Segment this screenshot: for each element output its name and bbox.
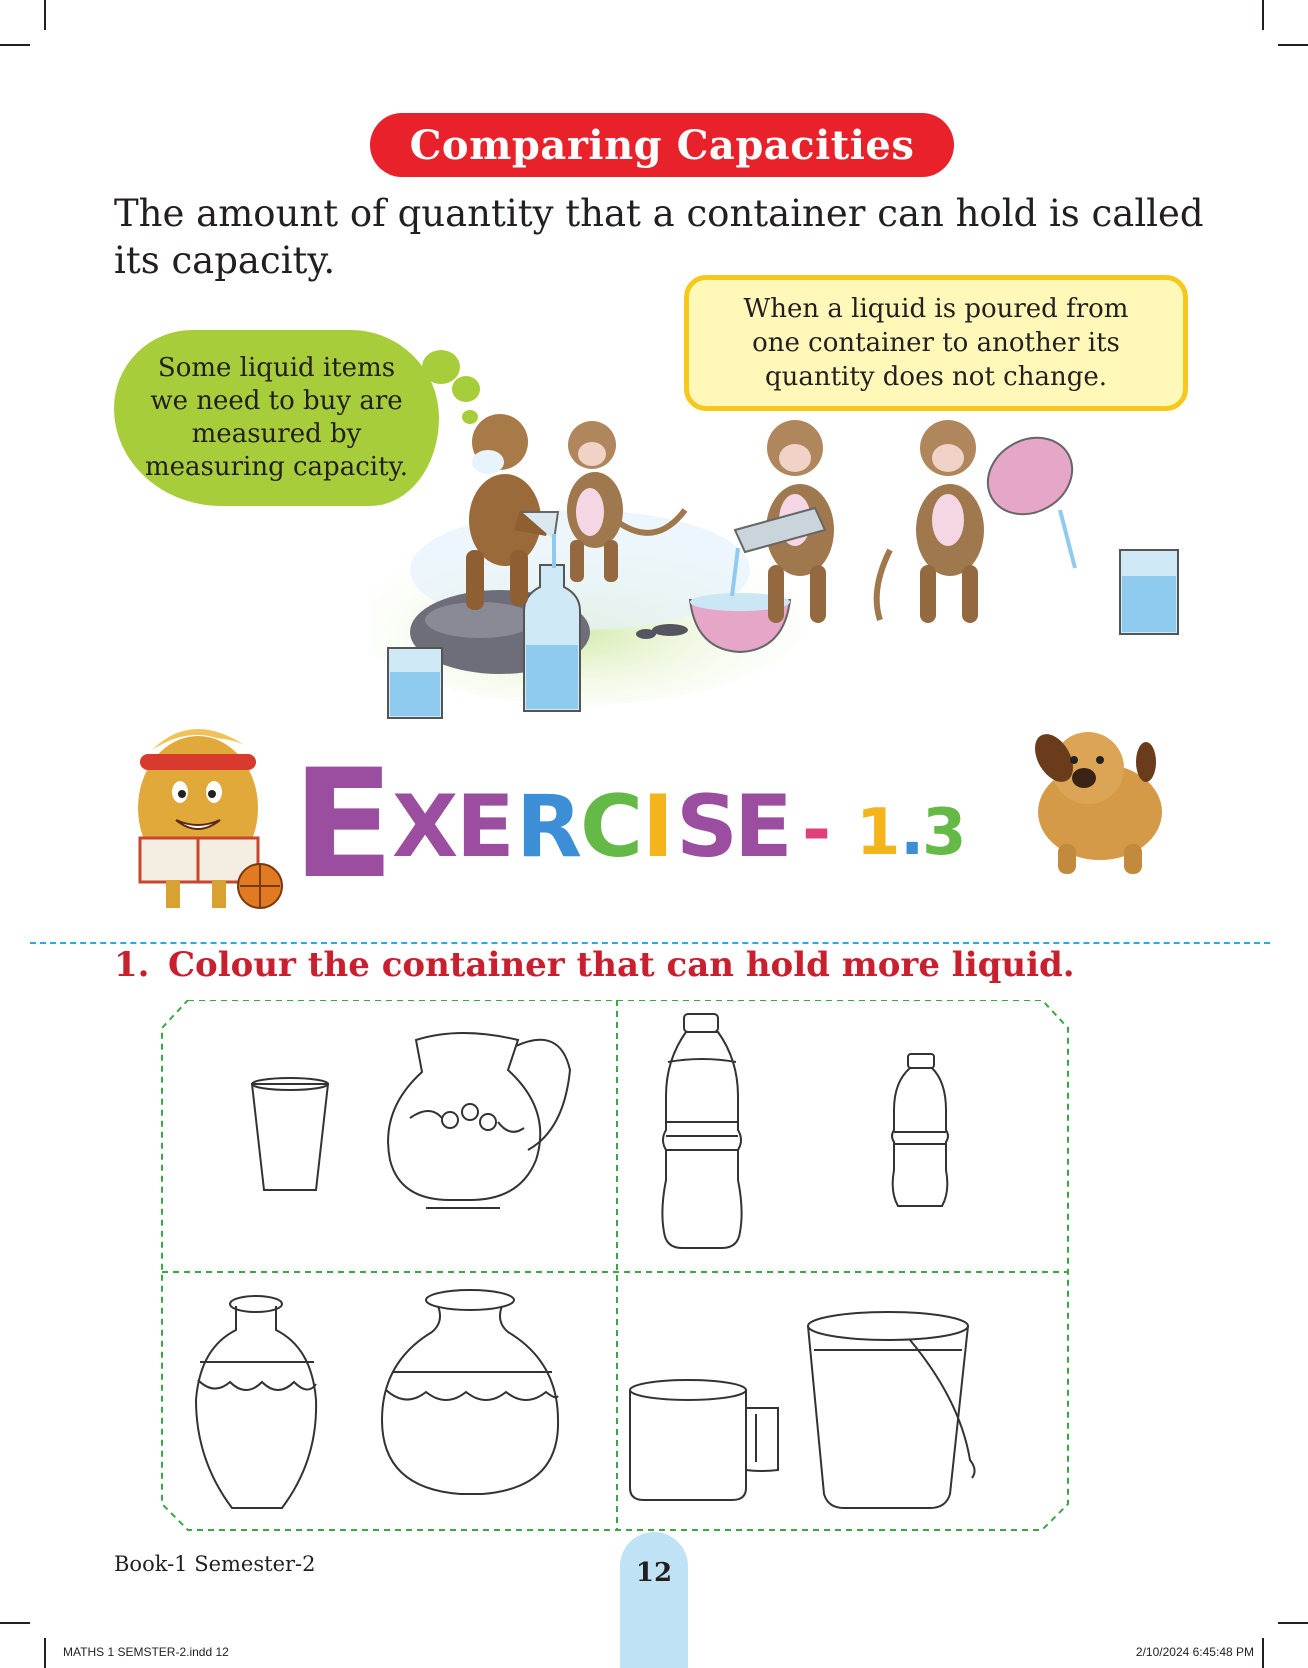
page-number: 12 <box>635 1558 673 1588</box>
exercise-letter: R <box>516 777 583 877</box>
intro-text: The amount of quantity that a container can hold is called its capacity. <box>114 192 1204 282</box>
thought-dot <box>452 376 480 402</box>
crop-mark <box>1278 1622 1308 1624</box>
info-box-text: When a liquid is poured from one container to another its quantity does not change. <box>743 294 1129 392</box>
exercise-number-major: 1 <box>856 796 901 870</box>
small-bottle-icon[interactable] <box>892 1054 948 1206</box>
question-text: Colour the container that can hold more liquid. <box>168 945 1075 985</box>
exercise-letter: X <box>392 777 459 877</box>
round-pot-icon[interactable] <box>382 1290 558 1494</box>
exercise-letter: E <box>292 738 395 912</box>
dog-mascot-icon <box>1027 727 1162 874</box>
page-title: Comparing Capacities <box>409 121 915 169</box>
exercise-letter: E <box>456 777 515 877</box>
monkeys-pouring-illustration <box>370 400 1200 740</box>
print-slug-file: MATHS 1 SEMSTER-2.indd 12 <box>63 1645 229 1659</box>
crop-mark <box>44 1638 46 1668</box>
bucket-icon[interactable] <box>808 1312 975 1508</box>
exercise-letter: I <box>642 777 674 877</box>
thought-dot <box>422 350 460 384</box>
book-label: Book-1 Semester-2 <box>114 1552 316 1576</box>
crop-mark <box>44 0 46 30</box>
large-bottle-icon[interactable] <box>662 1014 741 1248</box>
print-slug-date: 2/10/2024 6:45:48 PM <box>1135 1645 1254 1659</box>
info-box-yellow <box>684 275 1188 411</box>
section-divider <box>30 942 1270 944</box>
crop-mark <box>0 1622 30 1624</box>
glass-icon[interactable] <box>252 1078 328 1190</box>
exercise-letter: E <box>734 777 793 877</box>
exercise-letter: C <box>580 777 644 877</box>
exercise-number-minor: 3 <box>922 796 967 870</box>
crop-mark <box>0 44 30 46</box>
question-number: 1. <box>114 945 150 985</box>
containers-grid <box>160 1000 1070 1532</box>
potato-mascot-icon <box>138 729 282 908</box>
jug-icon[interactable] <box>388 1033 570 1208</box>
exercise-banner <box>100 708 1200 918</box>
exercise-letter: S <box>676 777 738 877</box>
exercise-number-sep: . <box>900 796 925 870</box>
crop-mark <box>1262 1638 1264 1668</box>
page-number-tab <box>620 1532 688 1668</box>
question-1 <box>114 945 1075 985</box>
exercise-dash: - <box>802 789 832 871</box>
mug-icon[interactable] <box>630 1380 778 1500</box>
title-banner <box>370 113 954 177</box>
crop-mark <box>1278 44 1308 46</box>
thought-bubble-text: Some liquid items we need to buy are measured by measuring capacity. <box>144 353 409 482</box>
crop-mark <box>1262 0 1264 30</box>
vase-pot-icon[interactable] <box>196 1296 316 1508</box>
